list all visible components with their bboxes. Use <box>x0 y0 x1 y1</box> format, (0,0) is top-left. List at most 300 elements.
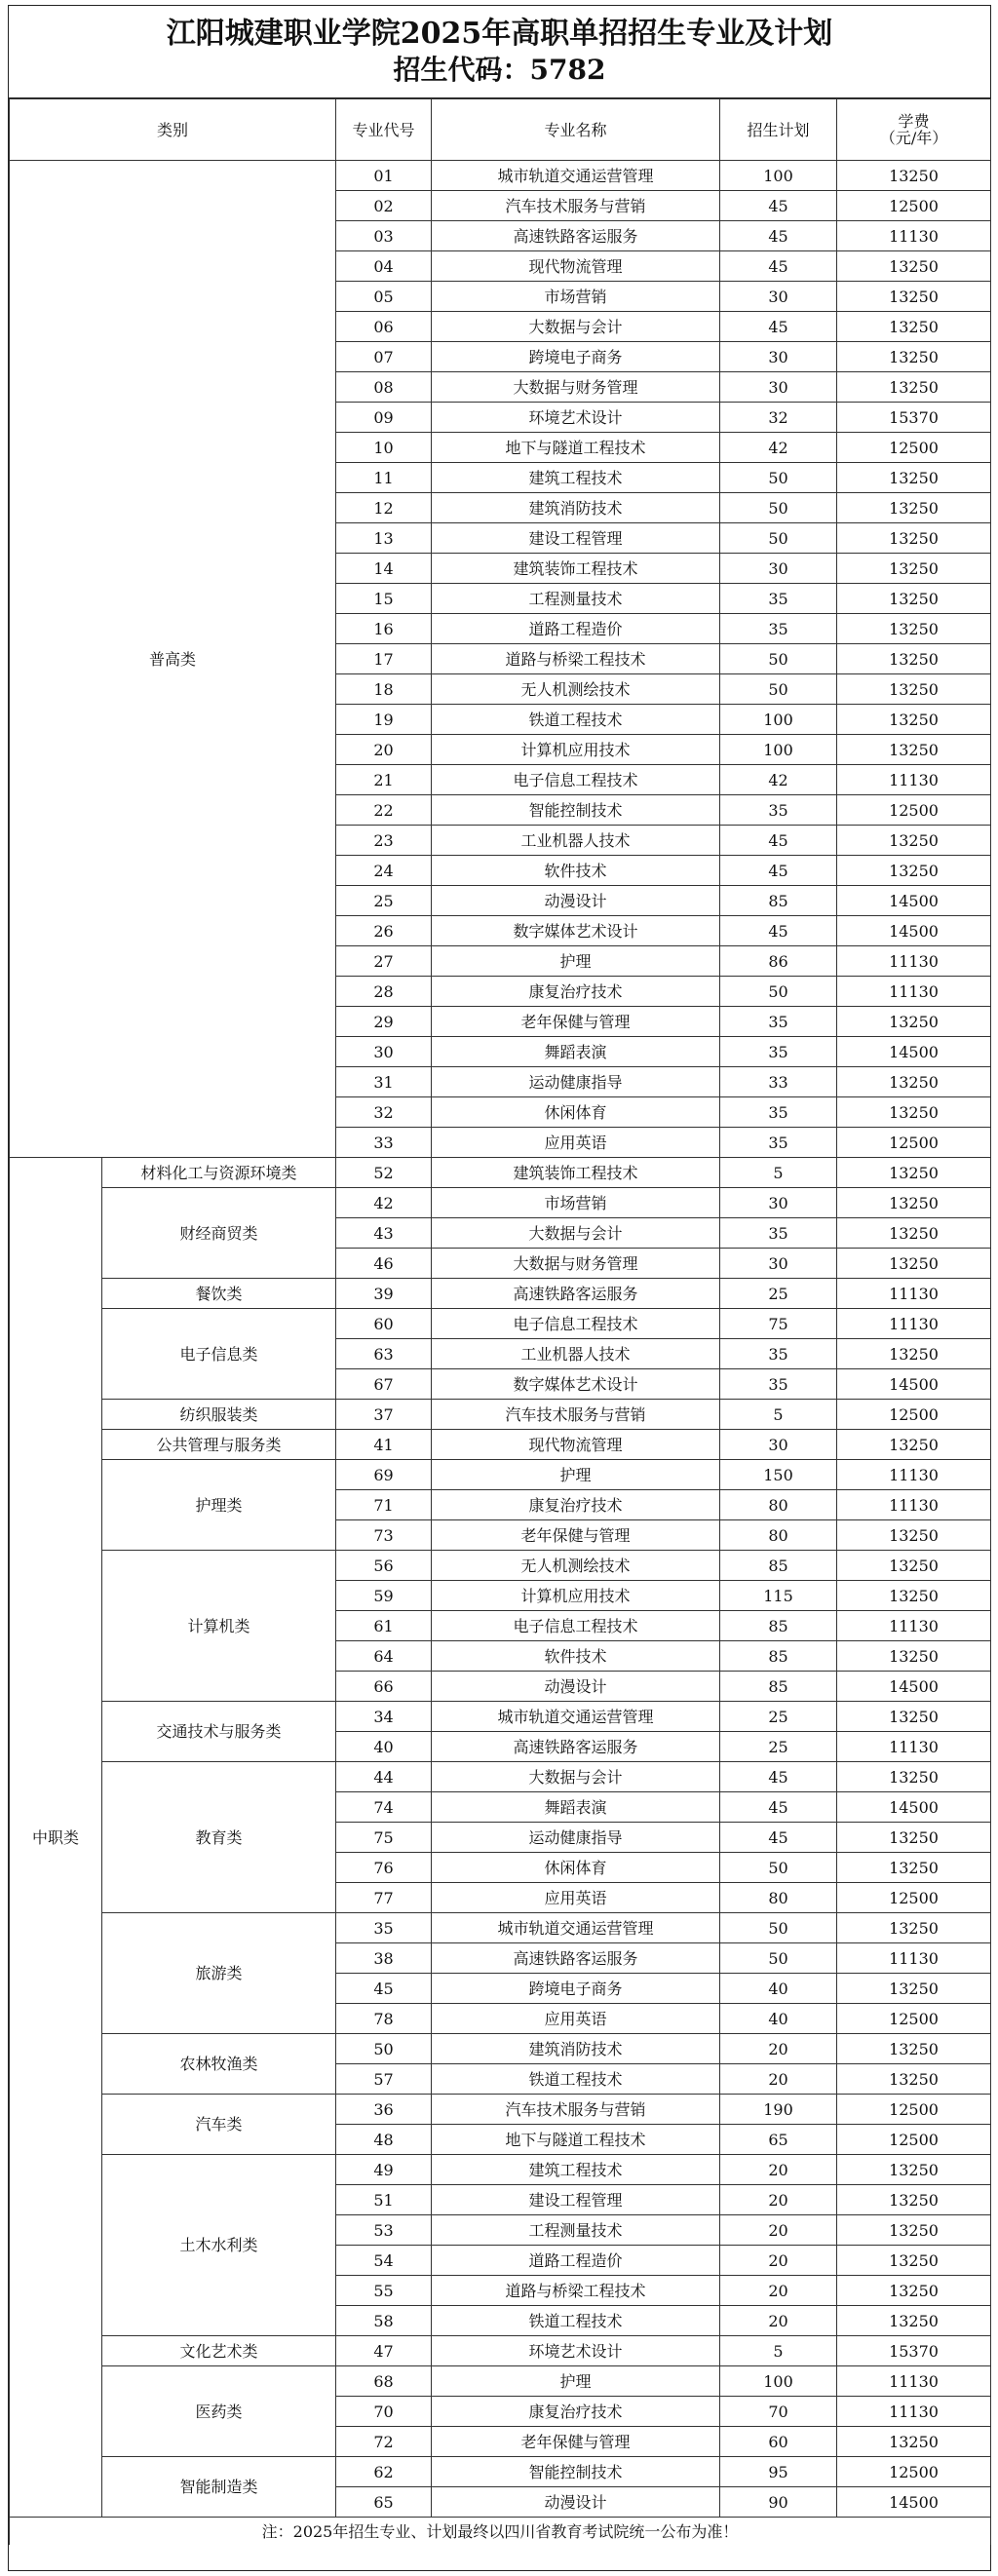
fee-cell: 13250 <box>837 1853 991 1883</box>
header-code: 专业代号 <box>336 99 432 161</box>
plan-cell: 50 <box>720 1913 837 1943</box>
major-name-cell: 建筑工程技术 <box>432 463 720 493</box>
major-code-cell: 05 <box>336 282 432 312</box>
major-code-cell: 39 <box>336 1279 432 1309</box>
major-code-cell: 06 <box>336 312 432 342</box>
table-row <box>10 1913 991 1943</box>
major-code-cell: 09 <box>336 403 432 433</box>
plan-cell: 50 <box>720 523 837 554</box>
header-row <box>10 99 991 161</box>
major-code-cell: 03 <box>336 221 432 251</box>
major-code-cell: 10 <box>336 433 432 463</box>
major-name-cell: 动漫设计 <box>432 886 720 916</box>
plan-cell: 85 <box>720 1672 837 1702</box>
major-name-cell: 城市轨道交通运营管理 <box>432 1913 720 1943</box>
page-title: 江阳城建职业学院2025年高职单招招生专业及计划 <box>166 17 833 51</box>
major-code-cell: 20 <box>336 735 432 765</box>
fee-cell: 13250 <box>837 2306 991 2336</box>
major-name-cell: 护理 <box>432 946 720 977</box>
fee-cell: 12500 <box>837 2457 991 2487</box>
major-code-cell: 46 <box>336 1249 432 1279</box>
fee-cell: 13250 <box>837 372 991 403</box>
subcategory-cell: 护理类 <box>102 1460 336 1551</box>
major-name-cell: 动漫设计 <box>432 2487 720 2518</box>
plan-cell: 30 <box>720 282 837 312</box>
fee-cell: 12500 <box>837 433 991 463</box>
major-name-cell: 康复治疗技术 <box>432 2397 720 2427</box>
subcategory-cell: 电子信息类 <box>102 1309 336 1400</box>
major-name-cell: 计算机应用技术 <box>432 735 720 765</box>
plan-cell: 50 <box>720 674 837 705</box>
major-name-cell: 智能控制技术 <box>432 795 720 826</box>
major-code-cell: 37 <box>336 1400 432 1430</box>
plan-cell: 20 <box>720 2246 837 2276</box>
fee-cell: 13250 <box>837 2034 991 2064</box>
header-fee-label: 学费 <box>898 112 930 131</box>
plan-cell: 35 <box>720 584 837 614</box>
major-name-cell: 现代物流管理 <box>432 1430 720 1460</box>
major-code-cell: 01 <box>336 161 432 191</box>
major-name-cell: 工业机器人技术 <box>432 826 720 856</box>
major-code-cell: 44 <box>336 1762 432 1792</box>
table-row <box>10 1460 991 1490</box>
major-code-cell: 14 <box>336 554 432 584</box>
plan-cell: 35 <box>720 614 837 644</box>
major-code-cell: 62 <box>336 2457 432 2487</box>
major-name-cell: 舞蹈表演 <box>432 1037 720 1067</box>
major-name-cell: 电子信息工程技术 <box>432 1611 720 1641</box>
plan-cell: 95 <box>720 2457 837 2487</box>
header-plan: 招生计划 <box>720 99 837 161</box>
plan-cell: 20 <box>720 2215 837 2246</box>
plan-cell: 45 <box>720 1792 837 1823</box>
fee-cell: 13250 <box>837 614 991 644</box>
fee-cell: 13250 <box>837 644 991 674</box>
header-category: 类别 <box>10 99 336 161</box>
major-code-cell: 15 <box>336 584 432 614</box>
table-row <box>10 1309 991 1339</box>
plan-cell: 20 <box>720 2064 837 2095</box>
major-name-cell: 建设工程管理 <box>432 523 720 554</box>
subcategory-cell: 计算机类 <box>102 1551 336 1702</box>
table-row <box>10 2095 991 2125</box>
major-name-cell: 铁道工程技术 <box>432 705 720 735</box>
plan-cell: 35 <box>720 1037 837 1067</box>
fee-cell: 13250 <box>837 1097 991 1128</box>
major-code-cell: 31 <box>336 1067 432 1097</box>
major-code-cell: 47 <box>336 2336 432 2366</box>
fee-cell: 14500 <box>837 2487 991 2518</box>
major-code-cell: 17 <box>336 644 432 674</box>
fee-cell: 13250 <box>837 705 991 735</box>
major-name-cell: 跨境电子商务 <box>432 342 720 372</box>
major-name-cell: 应用英语 <box>432 2004 720 2034</box>
major-code-cell: 27 <box>336 946 432 977</box>
plan-cell: 100 <box>720 705 837 735</box>
fee-cell: 11130 <box>837 1460 991 1490</box>
table-row <box>10 1400 991 1430</box>
major-name-cell: 跨境电子商务 <box>432 1974 720 2004</box>
fee-cell: 13250 <box>837 1702 991 1732</box>
major-code-cell: 28 <box>336 977 432 1007</box>
major-name-cell: 建筑装饰工程技术 <box>432 554 720 584</box>
table-row <box>10 2336 991 2366</box>
plan-cell: 35 <box>720 1007 837 1037</box>
plan-cell: 50 <box>720 644 837 674</box>
fee-cell: 13250 <box>837 282 991 312</box>
major-code-cell: 78 <box>336 2004 432 2034</box>
table-row <box>10 1702 991 1732</box>
plan-cell: 35 <box>720 1128 837 1158</box>
fee-cell: 13250 <box>837 2215 991 2246</box>
fee-cell: 13250 <box>837 493 991 523</box>
fee-cell: 11130 <box>837 2366 991 2397</box>
major-code-cell: 26 <box>336 916 432 946</box>
plan-cell: 45 <box>720 1762 837 1792</box>
plan-cell: 42 <box>720 765 837 795</box>
plan-cell: 45 <box>720 251 837 282</box>
major-name-cell: 高速铁路客运服务 <box>432 1279 720 1309</box>
major-code-cell: 25 <box>336 886 432 916</box>
fee-cell: 11130 <box>837 1279 991 1309</box>
major-code-cell: 51 <box>336 2185 432 2215</box>
fee-cell: 13250 <box>837 1339 991 1369</box>
fee-cell: 13250 <box>837 584 991 614</box>
major-name-cell: 无人机测绘技术 <box>432 1551 720 1581</box>
major-name-cell: 道路工程造价 <box>432 614 720 644</box>
enrollment-table <box>9 98 991 2545</box>
major-name-cell: 建筑消防技术 <box>432 2034 720 2064</box>
major-name-cell: 动漫设计 <box>432 1672 720 1702</box>
fee-cell: 13250 <box>837 1641 991 1672</box>
major-code-cell: 59 <box>336 1581 432 1611</box>
plan-cell: 30 <box>720 1430 837 1460</box>
major-code-cell: 73 <box>336 1520 432 1551</box>
plan-cell: 100 <box>720 735 837 765</box>
major-name-cell: 高速铁路客运服务 <box>432 221 720 251</box>
major-name-cell: 老年保健与管理 <box>432 2427 720 2457</box>
major-code-cell: 30 <box>336 1037 432 1067</box>
fee-cell: 11130 <box>837 946 991 977</box>
major-name-cell: 工程测量技术 <box>432 584 720 614</box>
fee-cell: 14500 <box>837 1369 991 1400</box>
plan-cell: 32 <box>720 403 837 433</box>
fee-cell: 11130 <box>837 2397 991 2427</box>
header-fee-unit: （元/年） <box>879 129 948 147</box>
major-code-cell: 21 <box>336 765 432 795</box>
major-code-cell: 04 <box>336 251 432 282</box>
plan-cell: 35 <box>720 1097 837 1128</box>
category-cell: 普高类 <box>10 161 336 1158</box>
major-code-cell: 71 <box>336 1490 432 1520</box>
major-code-cell: 42 <box>336 1188 432 1218</box>
major-name-cell: 市场营销 <box>432 1188 720 1218</box>
fee-cell: 13250 <box>837 463 991 493</box>
plan-cell: 50 <box>720 1943 837 1974</box>
plan-cell: 60 <box>720 2427 837 2457</box>
fee-cell: 13250 <box>837 1067 991 1097</box>
major-code-cell: 24 <box>336 856 432 886</box>
plan-cell: 90 <box>720 2487 837 2518</box>
major-name-cell: 汽车技术服务与营销 <box>432 1400 720 1430</box>
title-block <box>9 6 990 98</box>
note-row <box>10 2518 991 2546</box>
major-name-cell: 铁道工程技术 <box>432 2064 720 2095</box>
subcategory-cell: 纺织服装类 <box>102 1400 336 1430</box>
fee-cell: 13250 <box>837 251 991 282</box>
fee-cell: 13250 <box>837 735 991 765</box>
plan-cell: 65 <box>720 2125 837 2155</box>
fee-cell: 12500 <box>837 1128 991 1158</box>
plan-cell: 50 <box>720 977 837 1007</box>
header-name: 专业名称 <box>432 99 720 161</box>
plan-cell: 35 <box>720 1369 837 1400</box>
fee-cell: 13250 <box>837 523 991 554</box>
table-row <box>10 1430 991 1460</box>
plan-cell: 20 <box>720 2276 837 2306</box>
major-code-cell: 19 <box>336 705 432 735</box>
fee-cell: 11130 <box>837 1943 991 1974</box>
major-code-cell: 63 <box>336 1339 432 1369</box>
plan-cell: 50 <box>720 493 837 523</box>
fee-cell: 13250 <box>837 674 991 705</box>
fee-cell: 13250 <box>837 2427 991 2457</box>
plan-cell: 5 <box>720 2336 837 2366</box>
major-name-cell: 软件技术 <box>432 1641 720 1672</box>
plan-cell: 50 <box>720 1853 837 1883</box>
major-code-cell: 74 <box>336 1792 432 1823</box>
major-code-cell: 76 <box>336 1853 432 1883</box>
major-code-cell: 22 <box>336 795 432 826</box>
plan-cell: 25 <box>720 1732 837 1762</box>
table-row <box>10 1279 991 1309</box>
major-code-cell: 35 <box>336 1913 432 1943</box>
major-name-cell: 道路与桥梁工程技术 <box>432 2276 720 2306</box>
fee-cell: 13250 <box>837 856 991 886</box>
subcategory-cell: 财经商贸类 <box>102 1188 336 1279</box>
major-name-cell: 城市轨道交通运营管理 <box>432 1702 720 1732</box>
subcategory-cell: 教育类 <box>102 1762 336 1913</box>
subcategory-cell: 公共管理与服务类 <box>102 1430 336 1460</box>
plan-cell: 45 <box>720 856 837 886</box>
plan-cell: 50 <box>720 463 837 493</box>
fee-cell: 13250 <box>837 1249 991 1279</box>
major-name-cell: 城市轨道交通运营管理 <box>432 161 720 191</box>
fee-cell: 15370 <box>837 403 991 433</box>
table-row <box>10 2457 991 2487</box>
fee-cell: 13250 <box>837 1762 991 1792</box>
fee-cell: 13250 <box>837 1158 991 1188</box>
fee-cell: 12500 <box>837 191 991 221</box>
plan-cell: 42 <box>720 433 837 463</box>
plan-cell: 45 <box>720 916 837 946</box>
major-name-cell: 道路与桥梁工程技术 <box>432 644 720 674</box>
major-name-cell: 运动健康指导 <box>432 1823 720 1853</box>
table-row <box>10 1762 991 1792</box>
major-code-cell: 75 <box>336 1823 432 1853</box>
fee-cell: 14500 <box>837 886 991 916</box>
major-code-cell: 13 <box>336 523 432 554</box>
major-code-cell: 40 <box>336 1732 432 1762</box>
major-name-cell: 汽车技术服务与营销 <box>432 191 720 221</box>
plan-cell: 100 <box>720 2366 837 2397</box>
plan-cell: 70 <box>720 2397 837 2427</box>
category-cell: 中职类 <box>10 1158 102 2518</box>
plan-cell: 85 <box>720 886 837 916</box>
major-code-cell: 02 <box>336 191 432 221</box>
plan-cell: 80 <box>720 1520 837 1551</box>
major-name-cell: 康复治疗技术 <box>432 1490 720 1520</box>
major-name-cell: 大数据与会计 <box>432 1762 720 1792</box>
major-code-cell: 57 <box>336 2064 432 2095</box>
plan-cell: 45 <box>720 221 837 251</box>
plan-cell: 20 <box>720 2155 837 2185</box>
major-name-cell: 汽车技术服务与营销 <box>432 2095 720 2125</box>
fee-cell: 12500 <box>837 2004 991 2034</box>
fee-cell: 13250 <box>837 1913 991 1943</box>
major-name-cell: 运动健康指导 <box>432 1067 720 1097</box>
fee-cell: 13250 <box>837 1823 991 1853</box>
table-body <box>10 161 991 2518</box>
major-code-cell: 77 <box>336 1883 432 1913</box>
major-name-cell: 老年保健与管理 <box>432 1520 720 1551</box>
subcategory-cell: 汽车类 <box>102 2095 336 2155</box>
major-name-cell: 休闲体育 <box>432 1853 720 1883</box>
fee-cell: 13250 <box>837 1218 991 1249</box>
major-name-cell: 软件技术 <box>432 856 720 886</box>
major-name-cell: 康复治疗技术 <box>432 977 720 1007</box>
major-code-cell: 29 <box>336 1007 432 1037</box>
plan-cell: 30 <box>720 554 837 584</box>
fee-cell: 12500 <box>837 795 991 826</box>
major-name-cell: 休闲体育 <box>432 1097 720 1128</box>
plan-cell: 35 <box>720 1218 837 1249</box>
table-row <box>10 2155 991 2185</box>
plan-cell: 80 <box>720 1883 837 1913</box>
major-code-cell: 23 <box>336 826 432 856</box>
major-name-cell: 工业机器人技术 <box>432 1339 720 1369</box>
subcategory-cell: 餐饮类 <box>102 1279 336 1309</box>
plan-cell: 100 <box>720 161 837 191</box>
plan-cell: 45 <box>720 826 837 856</box>
subcategory-cell: 文化艺术类 <box>102 2336 336 2366</box>
major-name-cell: 高速铁路客运服务 <box>432 1732 720 1762</box>
major-code-cell: 58 <box>336 2306 432 2336</box>
major-code-cell: 12 <box>336 493 432 523</box>
major-code-cell: 41 <box>336 1430 432 1460</box>
plan-cell: 85 <box>720 1551 837 1581</box>
major-name-cell: 建筑工程技术 <box>432 2155 720 2185</box>
major-code-cell: 38 <box>336 1943 432 1974</box>
enroll-code: 招生代码：5782 <box>393 54 606 86</box>
fee-cell: 12500 <box>837 2125 991 2155</box>
major-name-cell: 市场营销 <box>432 282 720 312</box>
subcategory-cell: 材料化工与资源环境类 <box>102 1158 336 1188</box>
fee-cell: 15370 <box>837 2336 991 2366</box>
plan-cell: 45 <box>720 1823 837 1853</box>
fee-cell: 13250 <box>837 1007 991 1037</box>
major-code-cell: 54 <box>336 2246 432 2276</box>
major-code-cell: 67 <box>336 1369 432 1400</box>
major-code-cell: 36 <box>336 2095 432 2125</box>
fee-cell: 13250 <box>837 312 991 342</box>
major-name-cell: 计算机应用技术 <box>432 1581 720 1611</box>
plan-cell: 45 <box>720 191 837 221</box>
plan-cell: 25 <box>720 1279 837 1309</box>
major-code-cell: 32 <box>336 1097 432 1128</box>
plan-cell: 30 <box>720 342 837 372</box>
major-name-cell: 铁道工程技术 <box>432 2306 720 2336</box>
major-code-cell: 48 <box>336 2125 432 2155</box>
major-name-cell: 大数据与财务管理 <box>432 372 720 403</box>
major-code-cell: 60 <box>336 1309 432 1339</box>
plan-cell: 33 <box>720 1067 837 1097</box>
subcategory-cell: 土木水利类 <box>102 2155 336 2336</box>
major-name-cell: 舞蹈表演 <box>432 1792 720 1823</box>
major-name-cell: 应用英语 <box>432 1883 720 1913</box>
plan-cell: 35 <box>720 1339 837 1369</box>
major-name-cell: 护理 <box>432 1460 720 1490</box>
major-code-cell: 08 <box>336 372 432 403</box>
major-name-cell: 应用英语 <box>432 1128 720 1158</box>
fee-cell: 13250 <box>837 1520 991 1551</box>
plan-cell: 30 <box>720 1249 837 1279</box>
plan-cell: 20 <box>720 2306 837 2336</box>
fee-cell: 13250 <box>837 1581 991 1611</box>
fee-cell: 11130 <box>837 977 991 1007</box>
fee-cell: 13250 <box>837 2185 991 2215</box>
major-name-cell: 大数据与会计 <box>432 1218 720 1249</box>
fee-cell: 13250 <box>837 826 991 856</box>
table-row <box>10 2366 991 2397</box>
major-name-cell: 无人机测绘技术 <box>432 674 720 705</box>
fee-cell: 11130 <box>837 221 991 251</box>
major-code-cell: 33 <box>336 1128 432 1158</box>
fee-cell: 14500 <box>837 916 991 946</box>
major-code-cell: 07 <box>336 342 432 372</box>
fee-cell: 13250 <box>837 2276 991 2306</box>
plan-cell: 40 <box>720 1974 837 2004</box>
plan-cell: 20 <box>720 2034 837 2064</box>
major-code-cell: 69 <box>336 1460 432 1490</box>
subcategory-cell: 智能制造类 <box>102 2457 336 2518</box>
subcategory-cell: 旅游类 <box>102 1913 336 2034</box>
major-name-cell: 地下与隧道工程技术 <box>432 433 720 463</box>
fee-cell: 14500 <box>837 1792 991 1823</box>
plan-cell: 40 <box>720 2004 837 2034</box>
table-row <box>10 161 991 191</box>
plan-cell: 115 <box>720 1581 837 1611</box>
major-code-cell: 50 <box>336 2034 432 2064</box>
major-code-cell: 55 <box>336 2276 432 2306</box>
plan-cell: 45 <box>720 312 837 342</box>
footnote: 注：2025年招生专业、计划最终以四川省教育考试院统一公布为准！ <box>10 2518 991 2546</box>
major-name-cell: 电子信息工程技术 <box>432 765 720 795</box>
major-name-cell: 数字媒体艺术设计 <box>432 1369 720 1400</box>
subcategory-cell: 农林牧渔类 <box>102 2034 336 2095</box>
major-code-cell: 70 <box>336 2397 432 2427</box>
major-code-cell: 34 <box>336 1702 432 1732</box>
enrollment-sheet <box>8 5 991 2571</box>
major-name-cell: 智能控制技术 <box>432 2457 720 2487</box>
plan-cell: 5 <box>720 1400 837 1430</box>
major-name-cell: 道路工程造价 <box>432 2246 720 2276</box>
major-name-cell: 大数据与财务管理 <box>432 1249 720 1279</box>
major-name-cell: 建筑消防技术 <box>432 493 720 523</box>
major-code-cell: 68 <box>336 2366 432 2397</box>
header-fee <box>837 99 991 161</box>
plan-cell: 190 <box>720 2095 837 2125</box>
